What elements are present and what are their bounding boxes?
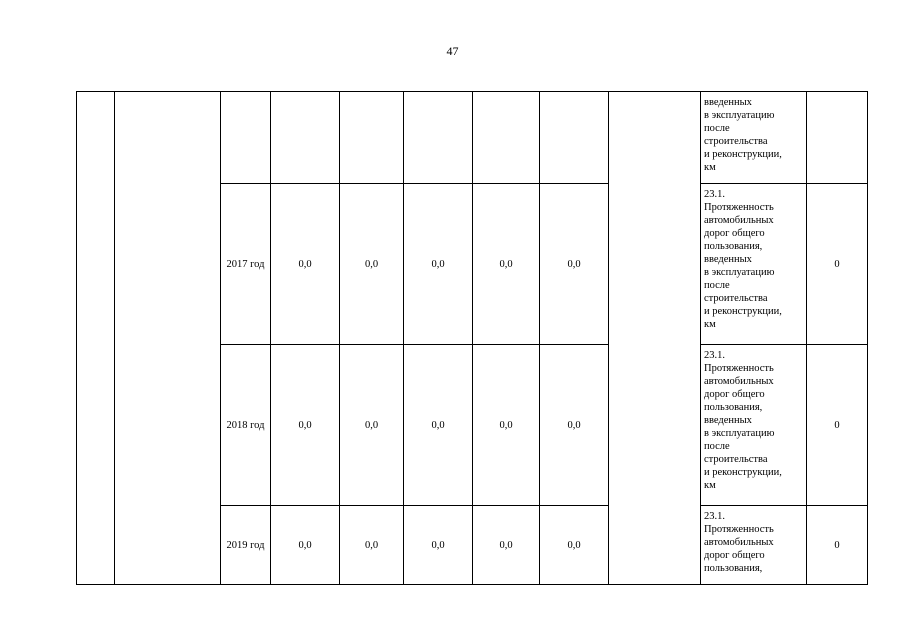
indicator-line: введенных (704, 415, 752, 426)
indicator-line: введенных (704, 97, 752, 108)
value-cell: 0,0 (540, 345, 609, 506)
year-cell (221, 92, 271, 184)
indicator-line: км (704, 480, 716, 491)
value-cell: 0,0 (404, 184, 473, 345)
indicator-line: и реконструкции, (704, 306, 782, 317)
indicator-line: после (704, 123, 730, 134)
value-cell: 0,0 (271, 506, 340, 585)
target-cell (807, 92, 868, 184)
value-cell (340, 92, 404, 184)
indicator-line: дорог общего (704, 550, 765, 561)
year-cell: 2018 год (221, 345, 271, 506)
year-cell: 2019 год (221, 506, 271, 585)
value-cell: 0,0 (473, 184, 540, 345)
indicator-line: автомобильных (704, 376, 774, 387)
indicator-line: дорог общего (704, 228, 765, 239)
page-number: 47 (446, 44, 459, 58)
value-cell: 0,0 (473, 506, 540, 585)
indicator-cell (701, 92, 807, 184)
value-cell: 0,0 (540, 506, 609, 585)
indicator-line: 23.1. (704, 511, 725, 522)
value-cell (473, 92, 540, 184)
value-cell (271, 92, 340, 184)
value-cell: 0,0 (340, 184, 404, 345)
indicator-line: и реконструкции, (704, 149, 782, 160)
indicator-line: км (704, 162, 716, 173)
value-cell (540, 92, 609, 184)
value-cell: 0,0 (271, 184, 340, 345)
indicator-line: 23.1. (704, 350, 725, 361)
year-cell: 2017 год (221, 184, 271, 345)
indicator-line: Протяженность (704, 202, 774, 213)
indicator-line: км (704, 319, 716, 330)
indicator-line: пользования, (704, 402, 763, 413)
indicator-line: дорог общего (704, 389, 765, 400)
indicator-line: строительства (704, 454, 768, 465)
indicator-line: 23.1. (704, 189, 725, 200)
indicator-line: пользования, (704, 563, 763, 574)
number-cell (77, 92, 115, 585)
indicator-line: после (704, 280, 730, 291)
indicator-line: после (704, 441, 730, 452)
value-cell: 0,0 (340, 345, 404, 506)
indicator-cell (701, 184, 807, 345)
data-table (76, 91, 868, 585)
value-cell (404, 92, 473, 184)
target-cell: 0 (807, 345, 868, 506)
target-cell: 0 (807, 184, 868, 345)
program-cell (115, 92, 221, 585)
value-cell: 0,0 (540, 184, 609, 345)
value-cell: 0,0 (340, 506, 404, 585)
indicator-line: автомобильных (704, 215, 774, 226)
indicator-line: пользования, (704, 241, 763, 252)
indicator-line: строительства (704, 136, 768, 147)
indicator-line: Протяженность (704, 363, 774, 374)
executor-cell (609, 92, 701, 585)
indicator-line: в эксплуатацию (704, 110, 775, 121)
indicator-line: в эксплуатацию (704, 267, 775, 278)
table-row (77, 92, 868, 184)
indicator-cell (701, 506, 807, 585)
indicator-cell (701, 345, 807, 506)
indicator-line: и реконструкции, (704, 467, 782, 478)
value-cell: 0,0 (271, 345, 340, 506)
indicator-line: автомобильных (704, 537, 774, 548)
indicator-line: строительства (704, 293, 768, 304)
indicator-line: в эксплуатацию (704, 428, 775, 439)
target-cell: 0 (807, 506, 868, 585)
value-cell: 0,0 (404, 345, 473, 506)
indicator-line: введенных (704, 254, 752, 265)
value-cell: 0,0 (404, 506, 473, 585)
value-cell: 0,0 (473, 345, 540, 506)
indicator-line: Протяженность (704, 524, 774, 535)
